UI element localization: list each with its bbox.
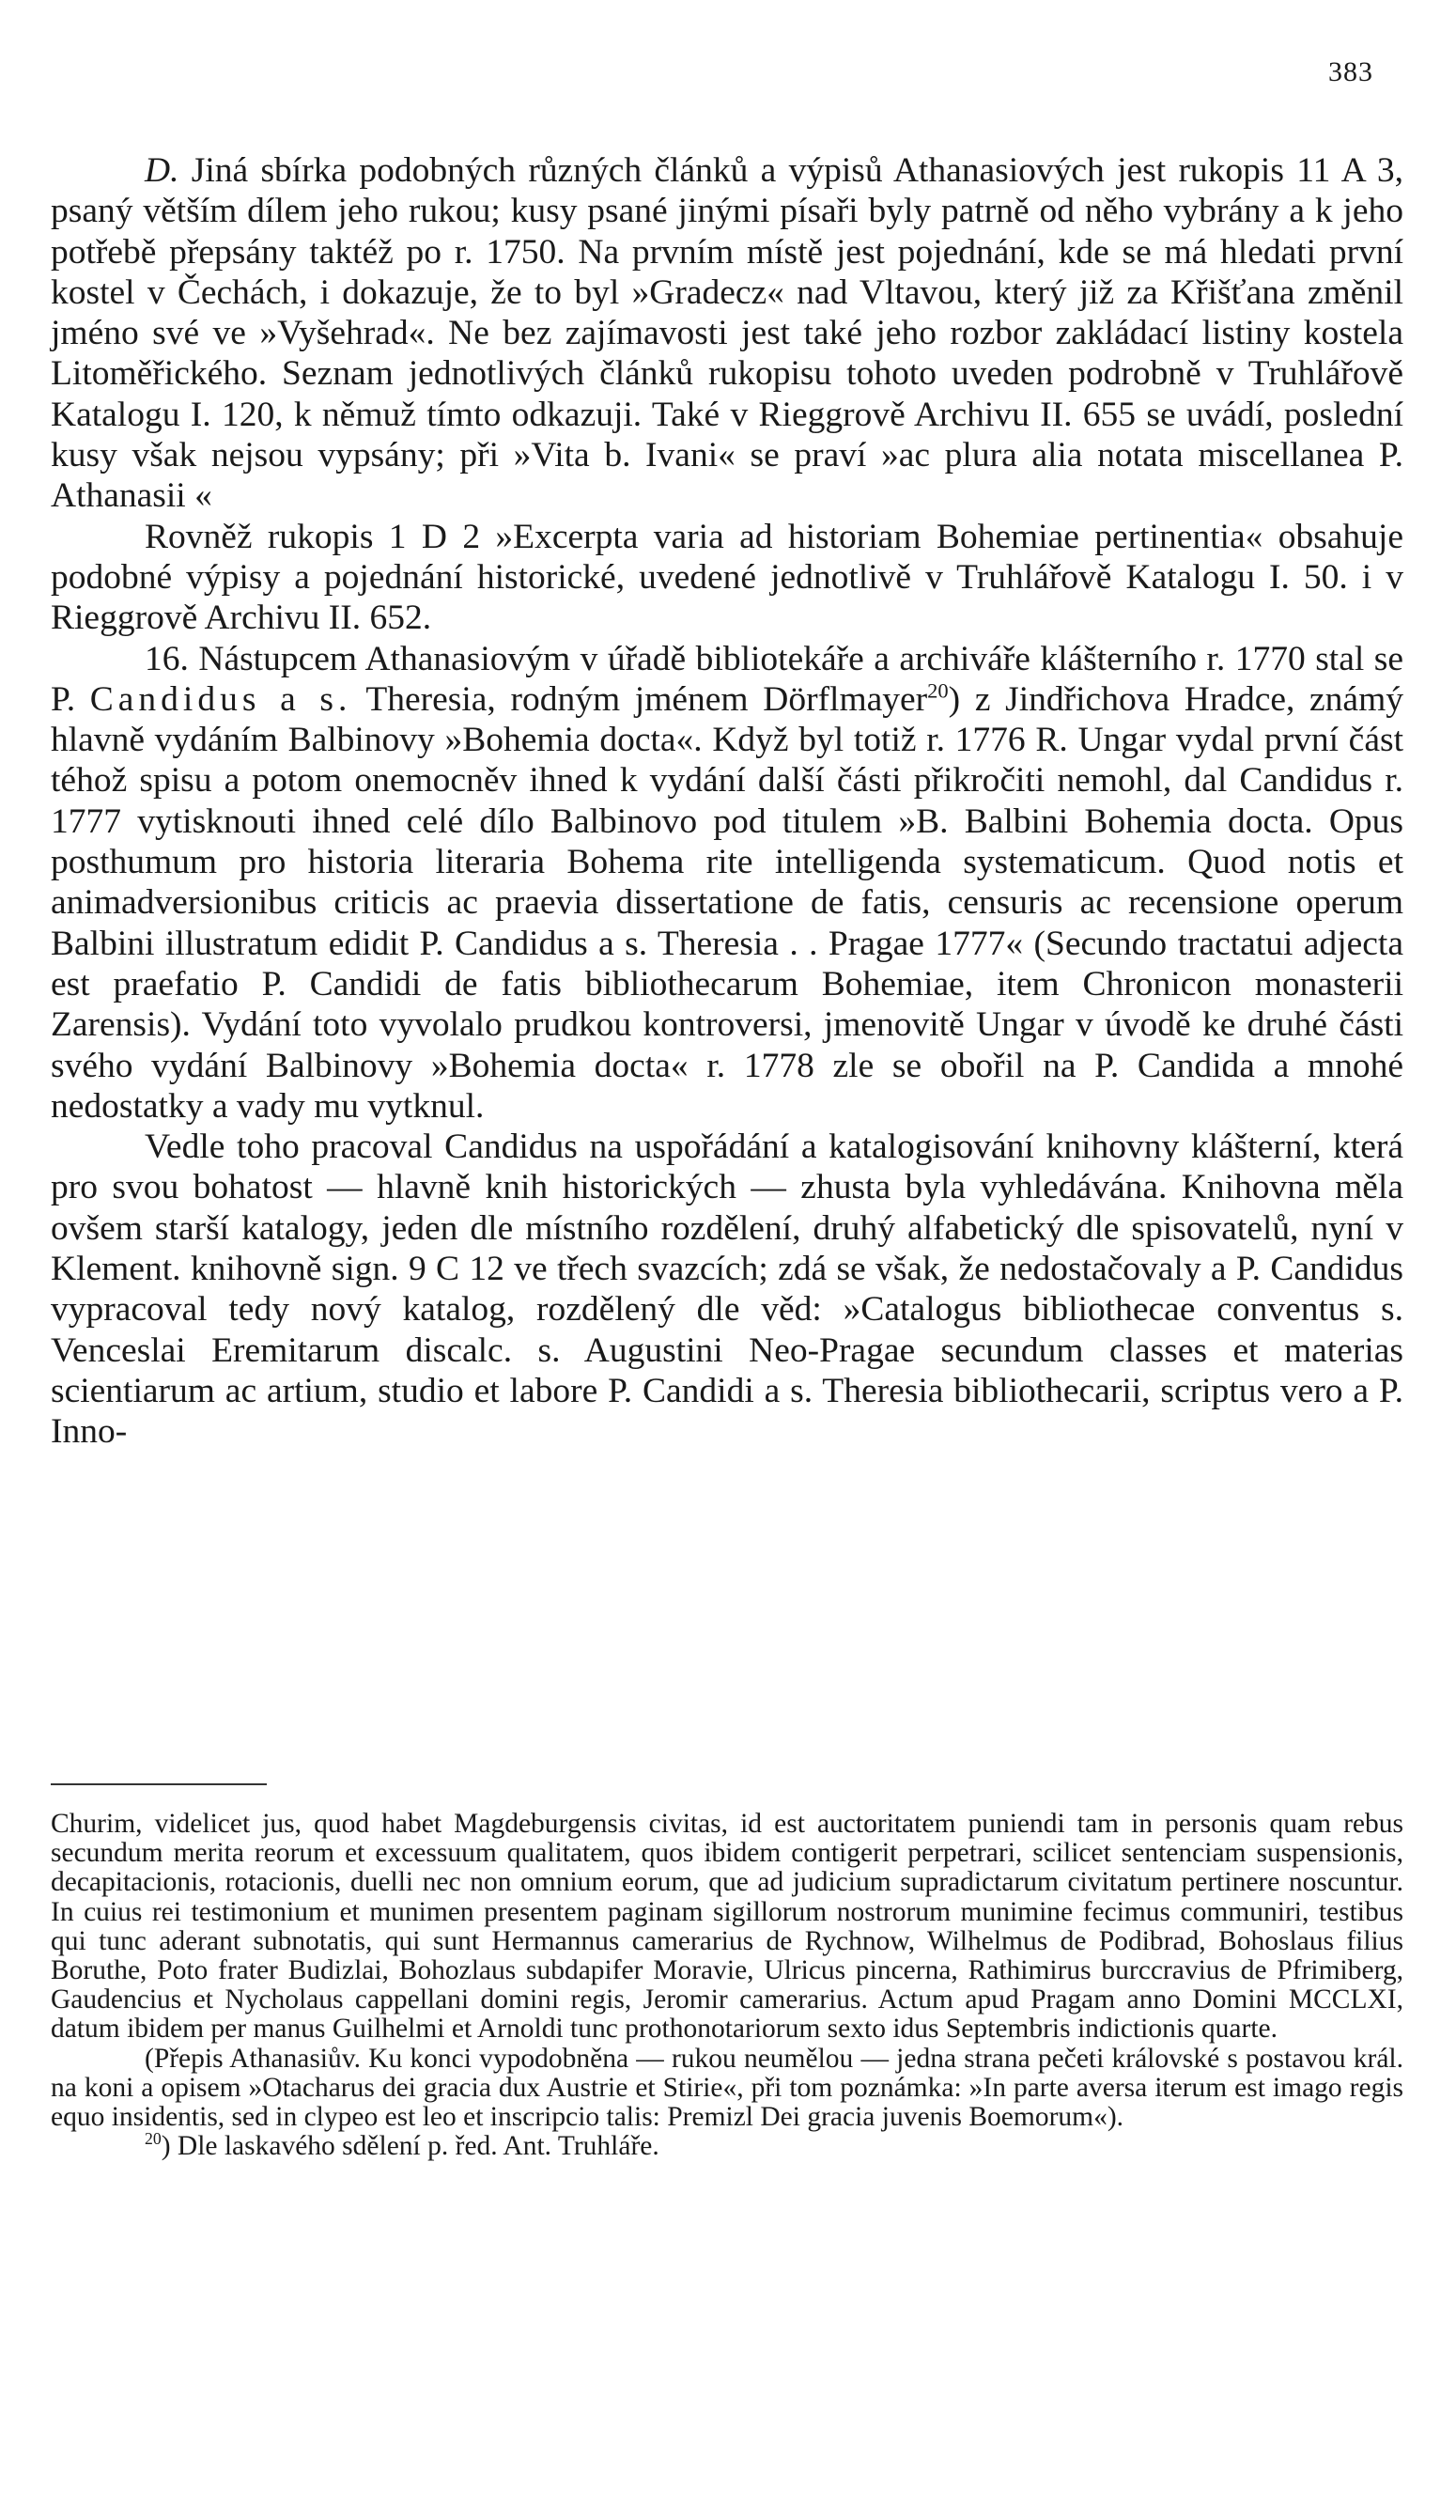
page-number: 383 — [1328, 56, 1373, 87]
paragraph-16-text: ) z Jindřichova Hradce, známý hlavně vydáním Balbinovy »Bohemia docta«. Když byl totiž r. 1776 R. Ungar vydal první část téhož spisu a potom onemocněv ihned k vydání další části přikročiti nemohl, dal Candidus r. 1777 vytisknouti ihned celé dílo Balbinovo pod titulem »B. Balbini Bohemia docta. Opus posthumum pro historia literaria Bohema rite intelligenda systematicum. Quod notis et animadversionibus criticis ac praevia dissertatione de fatis, censuris ac recensione operum Balbini illustratum edidit P. Candidus a s. Theresia . . Pragae 1777« (Secundo tractatui adjecta est praefatio P. Candidi de fatis bibliothecarum Bohemiae, item Chronicon monasterii Zarensis). Vydání toto vyvolalo prudkou kontroversi, jmenovitě Ungar v úvodě ke druhé části svého vydání Balbinovy »Bohemia docta« r. 1778 zle se obořil na P. Candida a mnohé nedostatky a vady mu vytknul. — [51, 679, 1403, 1126]
footnote-20 — [51, 2129, 1403, 2162]
section-label-d: D. — [145, 151, 179, 190]
footnotes — [51, 1810, 1403, 2161]
paragraph-16 — [51, 639, 1403, 1128]
paragraph-rovnez: Rovněž rukopis 1 D 2 »Excerpta varia ad historiam Bohemiae pertinentia« obsahuje podobné výpisy a pojednání historické, uvedené jednotlivě v Truhlářově Katalogu I. 50. i v Rieggrově Archivu II. 652. — [51, 517, 1403, 638]
paragraph-16-lead: 16. Nástupcem Athanasiovým v úřadě bibliotekáře a archiváře klášterního r. 1770 stal se P. — [51, 639, 1403, 719]
footnote-20-mark: 20 — [145, 2129, 162, 2149]
paragraph-d-text: Jiná sbírka podobných různých článků a výpisů Athanasiových jest rukopis 11 A 3, psaný větším dílem jeho rukou; kusy psané jinými písaři byly patrně od něho vybrány a k jeho potřebě přepsány taktéž po r. 1750. Na prvním místě jest pojednání, kde se má hledati první kostel v Čechách, i dokazuje, že to byl »Gradecz« nad Vltavou, který již za Křišťana změnil jméno své ve »Vyšehrad«. Ne bez zajímavosti jest také jeho rozbor zakládací listiny kostela Litoměřického. Seznam jednotlivých článků rukopisu tohoto uveden podrobně v Truhlářově Katalogu I. 120, k němuž tímto odkazuji. Také v Rieggrově Archivu II. 655 se uvádí, poslední kusy však nejsou vypsány; při »Vita b. Ivani« se praví »ac plura alia notata miscellanea P. Athanasii « — [51, 151, 1403, 516]
footnote-divider — [51, 1783, 267, 1785]
main-text — [51, 150, 1403, 1453]
footnote-transcription-note: (Přepis Athanasiův. Ku konci vypodobněna — rukou neumělou — jedna strana pečeti královské s postavou král. na koni a opisem »Otacharus dei gracia dux Austrie et Stirie«, při tom poznámka: »In parte aversa iterum est imago regis equo insidentis, sed in clypeo est leo et inscripcio talis: Premizl Dei gracia juvenis Boemorum«). — [51, 2043, 1403, 2133]
footnote-20-text: ) Dle laskavého sdělení p. řed. Ant. Truhláře. — [161, 2131, 659, 2162]
paragraph-d — [51, 150, 1403, 517]
paragraph-16-mid: Theresia, rodným jménem Dörflmayer — [365, 679, 928, 719]
footnote-ref-20: 20 — [927, 678, 949, 703]
paragraph-vedle: Vedle toho pracoval Candidus na uspořádání a katalogisování knihovny klášterní, která pro svou bohatost — hlavně knih historických — zhusta byla vyhledávána. Knihovna měla ovšem starší katalogy, jeden dle místního rozdělení, druhý alfabetický dle spisovatelů, nyní v Klement. knihovně sign. 9 C 12 ve třech svazcích; zdá se však, že nedostačovaly a P. Candidus vypracoval tedy nový katalog, rozdělený dle věd: »Catalogus bibliothecae conventus s. Venceslai Eremitarum discalc. s. Augustini Neo-Pragae secundum classes et materias scientiarum ac artium, studio et labore P. Candidi a s. Theresia bibliothecarii, scriptus vero a P. Inno- — [51, 1128, 1403, 1452]
footnote-latin-charter: Churim, videlicet jus, quod habet Magdeburgensis civitas, id est auctoritatem puniendi tam in personis quam rebus secundum merita reorum et excessuum qualitatem, quos ibidem contigerit perpetrari, scilicet sentenciam suspensionis, decapitacionis, rotacionis, duelli nec non omnium eorum, que ad judicium supradictarum civitatum pertinere noscuntur. In cuius rei testimonium et munimen presentem paginam sigillorum nostrorum munimine fecimus communiri, testibus qui tunc aderant subnotatis, qui sunt Hermannus camerarius de Rychnow, Wilhelmus de Podibrad, Bohoslaus filius Boruthe, Poto frater Budizlai, Bohozlaus subdapifer Moravie, Ulricus pincerna, Rathimirus burccravius de Pfrimiberg, Gaudencius et Nycholaus cappellani domini regis, Jeromir camerarius. Actum apud Pragam anno Domini MCCLXI, datum ibidem per manus Guilhelmi et Arnoldi tunc prothonotariorum sexto idus Septembris indictionis quarte. — [51, 1809, 1403, 2045]
candidus-name: Candidus a s. — [89, 679, 352, 719]
